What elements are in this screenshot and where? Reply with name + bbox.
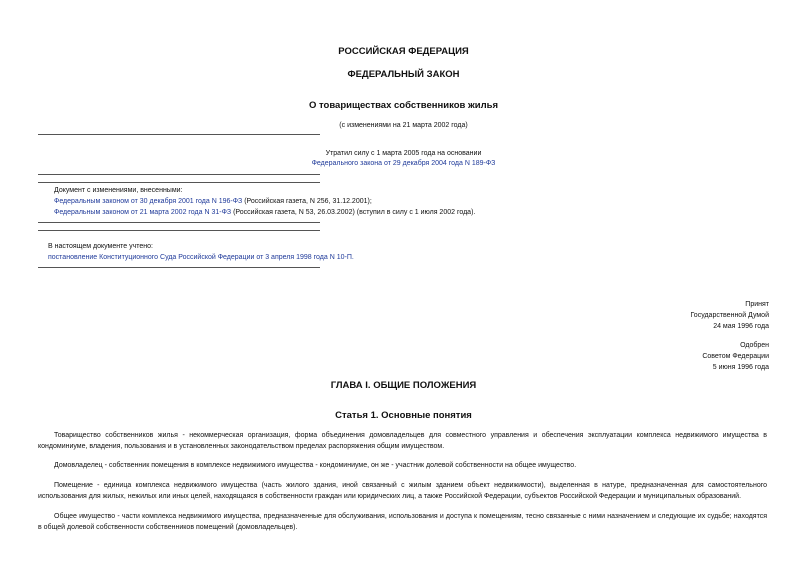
approved-block xyxy=(702,340,769,373)
change-item xyxy=(54,196,372,207)
page-title: О товариществах собственников жилья xyxy=(308,100,499,111)
body-paragraph: Домовладелец - собственник помещения в комплексе недвижимого имущества - кондоминиуме, он же - участник долевой собственности на общее имущество. xyxy=(54,462,577,469)
doc-type-heading: ФЕДЕРАЛЬНЫЙ ЗАКОН xyxy=(347,69,460,80)
divider xyxy=(38,134,320,135)
adopted-block xyxy=(690,299,769,332)
expired-text: Утратил силу с 1 марта 2005 года на основании xyxy=(325,150,482,157)
court-resolution-link[interactable]: постановление Конституционного Суда Российской Федерации от 3 апреля 1998 года N 10-П. xyxy=(48,254,354,261)
approved-line: 5 июня 1996 года xyxy=(712,364,769,371)
body-paragraph: Товарищество собственников жилья - некоммерческая организация, форма объединения домовладельцев для совместного управления и обеспечения эксплуатации комплекса недвижимого имущества в кондоминиуме, владения, пользования и в установленных законодательством пределах распоряжения общим имуществом. xyxy=(38,432,767,450)
edition-note: (с изменениями на 21 марта 2002 года) xyxy=(339,122,468,129)
body-paragraph: Помещение - единица комплекса недвижимого имущества (часть жилого здания, иной связанный с жилым зданием объект недвижимости), выделенная в натуре, предназначенная для самостоятельного использования для жилых, нежилых или иных целей, находящаяся в собственности граждан или юридических лиц, а также Российской Федерации, субъектов Российской Федерации и муниципальных образований. xyxy=(38,482,767,500)
change-source: (Российская газета, N 53, 26.03.2002) (вступил в силу с 1 июля 2002 года). xyxy=(231,209,476,216)
divider xyxy=(38,174,320,175)
article-heading: Статья 1. Основные понятия xyxy=(335,410,472,421)
body-paragraph: Общее имущество - части комплекса недвижимого имущества, предназначенные для обслуживания, использования и доступа к помещениям, тесно связанные с ними назначением и следующие их судьбе; находятся в общей долевой собственности собственников помещений (домовладельцев). xyxy=(38,513,767,531)
divider xyxy=(38,230,320,231)
adopted-line: Государственной Думой xyxy=(690,312,769,319)
considered-intro: В настоящем документе учтено: xyxy=(48,243,153,250)
change-law-link[interactable]: Федеральным законом от 21 марта 2002 года N 31-ФЗ xyxy=(54,209,232,216)
divider xyxy=(38,267,320,268)
change-source: (Российская газета, N 256, 31.12.2001); xyxy=(242,198,372,205)
divider xyxy=(38,222,320,223)
change-law-link[interactable]: Федеральным законом от 30 декабря 2001 года N 196-ФЗ xyxy=(54,198,243,205)
expired-law-link[interactable]: Федерального закона от 29 декабря 2004 года N 189-ФЗ xyxy=(311,160,496,167)
country-heading: РОССИЙСКАЯ ФЕДЕРАЦИЯ xyxy=(338,46,469,57)
change-item xyxy=(54,207,475,218)
changes-intro: Документ с изменениями, внесенными: xyxy=(54,187,183,194)
approved-line: Одобрен xyxy=(740,342,769,349)
divider xyxy=(38,182,320,183)
chapter-heading: ГЛАВА I. ОБЩИЕ ПОЛОЖЕНИЯ xyxy=(330,380,477,391)
adopted-line: Принят xyxy=(745,301,769,308)
adopted-line: 24 мая 1996 года xyxy=(713,323,769,330)
approved-line: Советом Федерации xyxy=(702,353,769,360)
